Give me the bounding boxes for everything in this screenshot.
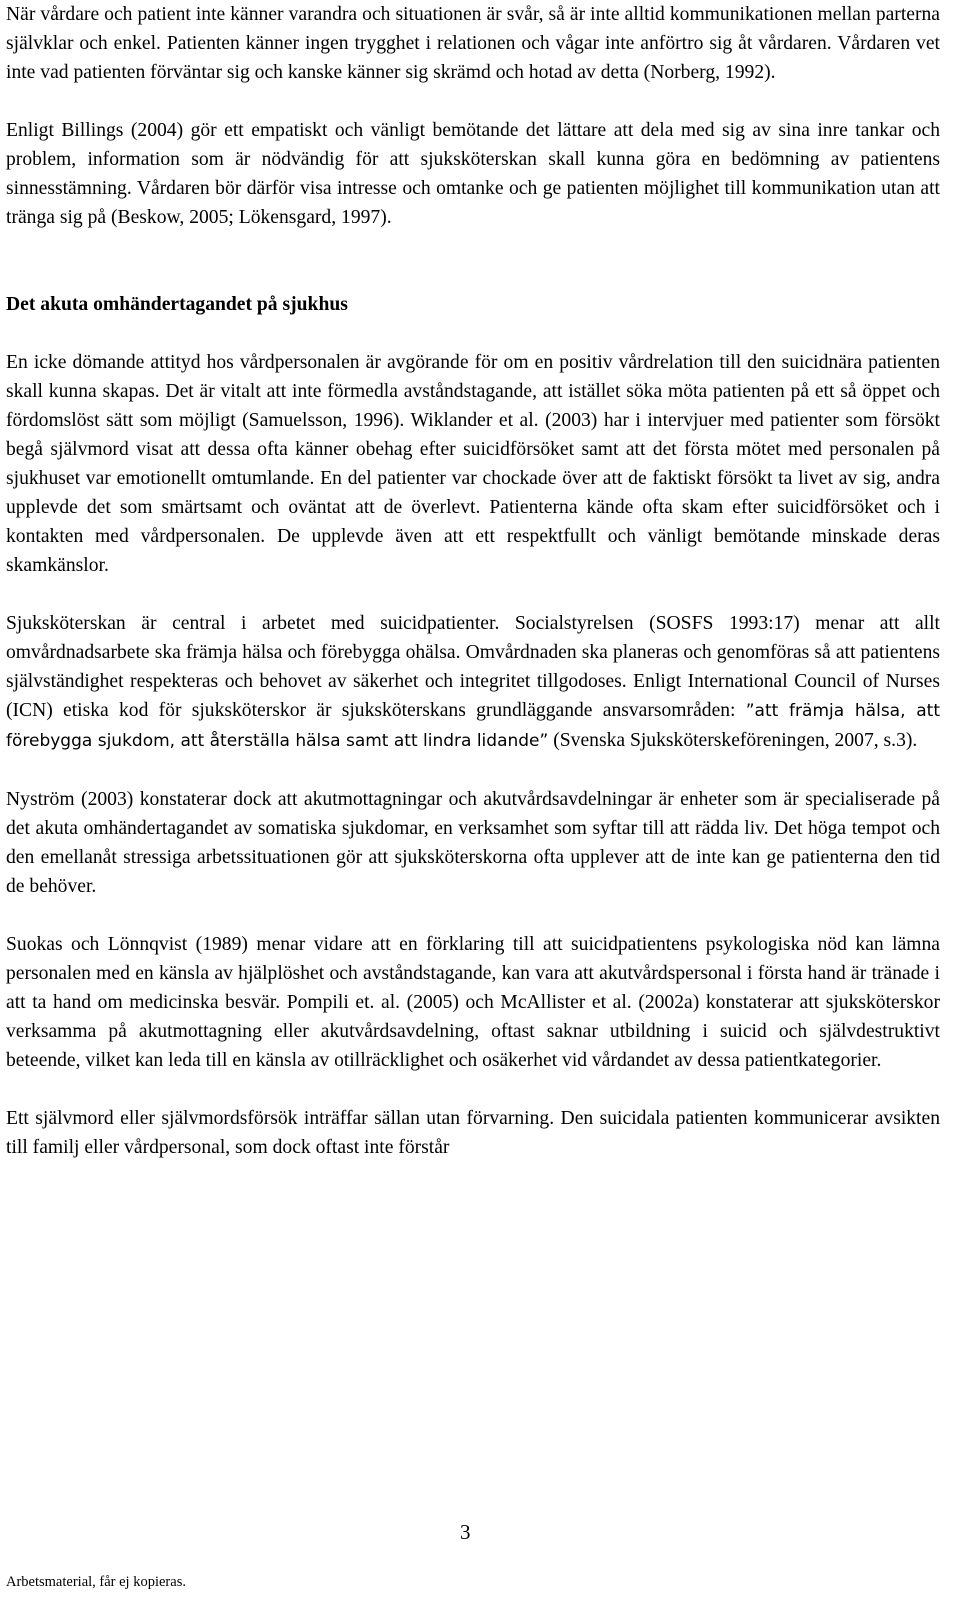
document-body	[6, 0, 940, 1162]
section-heading: Det akuta omhändertagandet på sjukhus	[6, 294, 348, 315]
paragraph: Nyström (2003) konstaterar dock att akutmottagningar och akutvårdsavdelningar är enheter som är specialiserade på det akuta omhändertagandet av somatiska sjukdomar, en verksamhet som syftar till att rädda liv. Det höga tempot och den emellanåt stressiga arbetssituationen gör att sjuksköterskorna ofta upplever att de inte kan ge patienterna den tid de behöver.	[6, 789, 940, 897]
paragraph: En icke dömande attityd hos vårdpersonalen är avgörande för om en positiv vårdrelation till den suicidnära patienten skall kunna skapas. Det är vitalt att inte förmedla avståndstagande, att istället söka möta patienten på ett så öppet och fördomslöst sätt som möjligt (Samuelsson, 1996). Wiklander et al. (2003) har i intervjuer med patienter som försökt begå självmord visat att dessa ofta känner obehag efter suicidförsöket samt att det första mötet med personalen på sjukhuset var emotionellt omtumlande. En del patienter var chockade över att de faktiskt försökt ta livet av sig, andra upplevde det som smärtsamt och oväntat att de överlevt. Patienterna kände ofta skam efter suicidförsöket och i kontakten med vårdpersonalen. De upplevde även att ett respektfullt och vänligt bemötande minskade deras skamkänslor.	[6, 352, 940, 576]
paragraph: När vårdare och patient inte känner varandra och situationen är svår, så är inte alltid kommunikationen mellan parterna självklar och enkel. Patienten känner ingen trygghet i relationen och vågar inte anförtro sig åt vårdaren. Vårdaren vet inte vad patienten förväntar sig och kanske känner sig skrämd och hotad av detta (Norberg, 1992).	[6, 4, 940, 83]
paragraph-text: Sjuksköterskan är central i arbetet med suicidpatienter. Socialstyrelsen (SOSFS 1993:17) menar att allt omvårdnadsarbete ska främja hälsa och förebygga ohälsa. Omvårdnaden ska planeras och genomföras så att patientens självständighet respekteras och behovet av säkerhet och integritet tillgodoses. Enligt International Council of Nurses (ICN) etiska kod för sjuksköterskor är sjuksköterskans grundläggande ansvarsområden:	[6, 613, 940, 721]
icn-quote: ”att främja hälsa, att förebygga sjukdom, att återställa hälsa samt att lindra lidande”	[6, 701, 940, 751]
paragraph: Enligt Billings (2004) gör ett empatiskt och vänligt bemötande det lättare att dela med sig av sina inre tankar och problem, information som är nödvändig för att sjuksköterskan skall kunna göra en bedömning av patientens sinnesstämning. Vårdaren bör därför visa intresse och omtanke och ge patienten möjlighet till kommunikation utan att tränga sig på (Beskow, 2005; Lökensgard, 1997).	[6, 120, 940, 228]
footer-note: Arbetsmaterial, får ej kopieras.	[6, 1574, 186, 1590]
paragraph	[6, 609, 940, 756]
paragraph: Suokas och Lönnqvist (1989) menar vidare att en förklaring till att suicidpatientens psykologiska nöd kan lämna personalen med en känsla av hjälplöshet och avståndstagande, kan vara att akutvårdspersonal i första hand är tränade i att ta hand om medicinska besvär. Pompili et. al. (2005) och McAllister et al. (2002a) konstaterar att sjuksköterskor verksamma på akutmottagning eller akutvårdsavdelning, oftast saknar utbildning i suicid och självdestruktivt beteende, vilket kan leda till en känsla av otillräcklighet och osäkerhet vid vårdandet av dessa patientkategorier.	[6, 934, 940, 1071]
paragraph: Ett självmord eller självmordsförsök inträffar sällan utan förvarning. Den suicidala patienten kommunicerar avsikten till familj eller vårdpersonal, som dock oftast inte förstår	[6, 1108, 940, 1158]
paragraph-text: (Svenska Sjuksköterskeföreningen, 2007, s.3).	[548, 730, 918, 751]
page-number: 3	[460, 1520, 471, 1544]
